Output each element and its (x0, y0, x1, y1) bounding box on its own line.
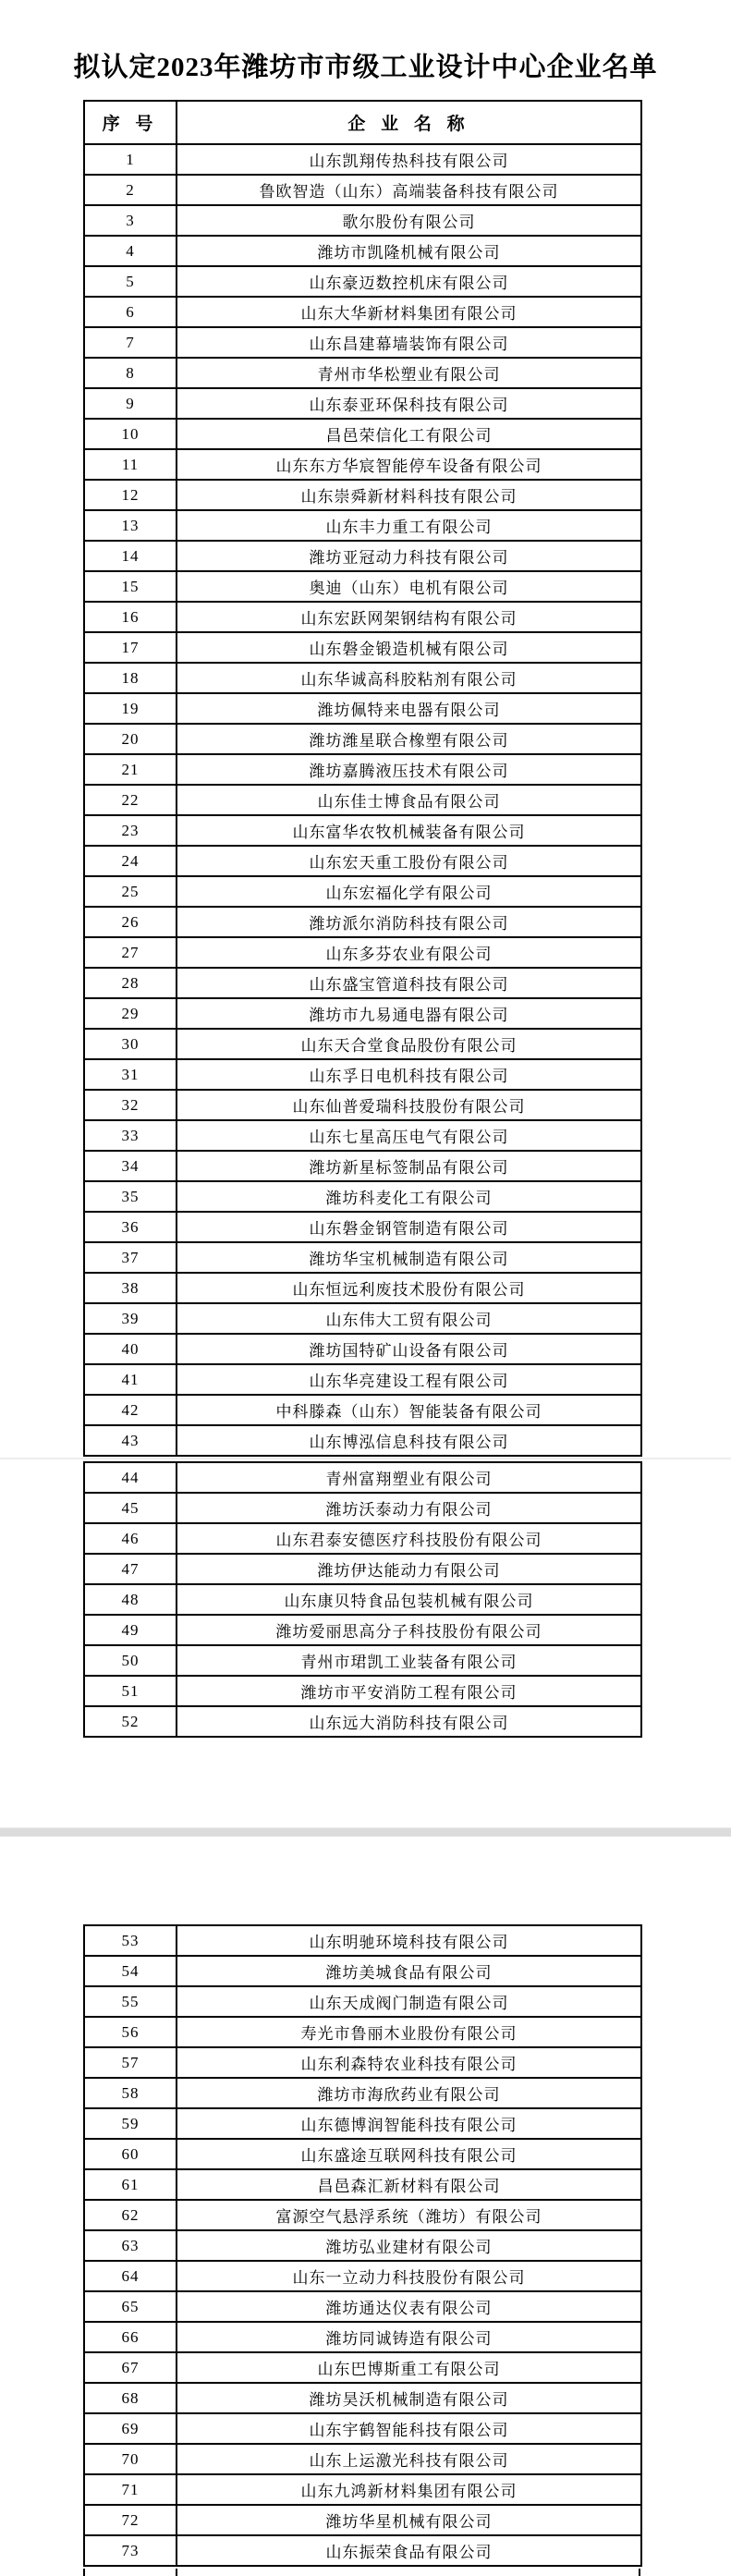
table-row (84, 175, 641, 205)
company-name-cell: 昌邑森汇新材料有限公司 (177, 2169, 641, 2200)
row-serial-number: 43 (84, 1425, 177, 1456)
row-serial-number: 12 (84, 480, 177, 510)
table-row (84, 1303, 641, 1334)
table-row (84, 1059, 641, 1090)
row-serial-number: 2 (84, 175, 177, 205)
table-row (84, 663, 641, 693)
table-row (84, 1334, 641, 1364)
row-serial-number: 47 (84, 1554, 177, 1584)
company-name-cell: 潍坊爱丽思高分子科技股份有限公司 (177, 1615, 641, 1645)
table-row (84, 1584, 641, 1615)
company-name-cell: 山东大华新材料集团有限公司 (177, 297, 641, 327)
table-row (84, 968, 641, 998)
table-row (84, 1676, 641, 1706)
company-name-cell: 潍坊新星标签制品有限公司 (177, 1151, 641, 1181)
table-row (84, 1956, 641, 1986)
company-name-cell: 山东泰亚环保科技有限公司 (177, 388, 641, 419)
table-row (84, 998, 641, 1029)
row-serial-number: 63 (84, 2230, 177, 2261)
row-serial-number: 20 (84, 724, 177, 754)
company-name-cell: 潍坊亚冠动力科技有限公司 (177, 541, 641, 571)
table-row (84, 2200, 641, 2230)
table-row (84, 2017, 641, 2047)
company-table-part1 (83, 100, 640, 1457)
company-name-cell: 潍坊市凯隆机械有限公司 (177, 236, 641, 266)
row-serial-number: 62 (84, 2200, 177, 2230)
table-row (84, 2230, 641, 2261)
company-name-cell: 山东盛途互联网科技有限公司 (177, 2139, 641, 2169)
table-row (84, 2108, 641, 2139)
row-serial-number: 10 (84, 419, 177, 449)
table-row (84, 1645, 641, 1676)
company-name-cell: 鲁欧智造（山东）高端装备科技有限公司 (177, 175, 641, 205)
table-row (84, 449, 641, 480)
company-table-part2 (83, 1461, 640, 1738)
company-name-cell: 潍坊沃泰动力有限公司 (177, 1493, 641, 1523)
row-serial-number: 55 (84, 1986, 177, 2017)
company-name-cell: 山东博泓信息科技有限公司 (177, 1425, 641, 1456)
table-row (84, 1242, 641, 1273)
row-serial-number: 50 (84, 1645, 177, 1676)
company-name-cell: 潍坊市平安消防工程有限公司 (177, 1676, 641, 1706)
table-row (84, 1181, 641, 1212)
table-row (84, 510, 641, 541)
row-serial-number: 60 (84, 2139, 177, 2169)
company-name-cell: 富源空气悬浮系统（潍坊）有限公司 (177, 2200, 641, 2230)
table-row (84, 1425, 641, 1456)
row-serial-number: 49 (84, 1615, 177, 1645)
row-serial-number: 3 (84, 205, 177, 236)
company-name-cell: 潍坊伊达能动力有限公司 (177, 1554, 641, 1584)
company-name-cell: 山东宏天重工股份有限公司 (177, 846, 641, 876)
row-serial-number: 48 (84, 1584, 177, 1615)
table-row (84, 1364, 641, 1395)
company-name-cell: 山东利森特农业科技有限公司 (177, 2047, 641, 2078)
company-name-cell: 山东宏福化学有限公司 (177, 876, 641, 907)
company-name-cell: 潍坊市海欣药业有限公司 (177, 2078, 641, 2108)
table-row (84, 1554, 641, 1584)
table-row (84, 205, 641, 236)
row-serial-number: 24 (84, 846, 177, 876)
company-name-cell: 山东孚日电机科技有限公司 (177, 1059, 641, 1090)
row-serial-number: 67 (84, 2352, 177, 2383)
company-name-cell: 潍坊弘业建材有限公司 (177, 2230, 641, 2261)
table-row (84, 1090, 641, 1120)
company-name-cell: 山东君泰安德医疗科技股份有限公司 (177, 1523, 641, 1554)
table-row (84, 2352, 641, 2383)
table-row (84, 419, 641, 449)
table-row (84, 358, 641, 388)
table-row (84, 2078, 641, 2108)
table-row (84, 297, 641, 327)
table-row (84, 907, 641, 937)
table-row (84, 266, 641, 297)
table-row (84, 541, 641, 571)
table-row (84, 846, 641, 876)
table-row (84, 2322, 641, 2352)
table-row (84, 1925, 641, 1956)
company-name-cell: 潍坊华星机械有限公司 (177, 2505, 641, 2535)
company-name-cell: 山东多芬农业有限公司 (177, 937, 641, 968)
row-serial-number: 30 (84, 1029, 177, 1059)
row-serial-number: 32 (84, 1090, 177, 1120)
company-name-cell: 潍坊同诚铸造有限公司 (177, 2322, 641, 2352)
row-serial-number: 17 (84, 632, 177, 663)
company-table (83, 100, 642, 1457)
row-serial-number: 71 (84, 2474, 177, 2505)
row-serial-number: 25 (84, 876, 177, 907)
stub-column-divider (176, 2569, 177, 2576)
row-serial-number: 7 (84, 327, 177, 358)
company-name-cell: 潍坊昊沃机械制造有限公司 (177, 2383, 641, 2413)
company-name-cell: 山东富华农牧机械装备有限公司 (177, 815, 641, 846)
table-row (84, 1120, 641, 1151)
table-row (84, 2535, 641, 2566)
table-row (84, 2474, 641, 2505)
company-name-cell: 中科滕森（山东）智能装备有限公司 (177, 1395, 641, 1425)
row-serial-number: 15 (84, 571, 177, 602)
row-serial-number: 18 (84, 663, 177, 693)
row-serial-number: 40 (84, 1334, 177, 1364)
page-title: 拟认定2023年潍坊市市级工业设计中心企业名单 (73, 53, 658, 82)
row-serial-number: 16 (84, 602, 177, 632)
row-serial-number: 46 (84, 1523, 177, 1554)
company-name-cell: 山东伟大工贸有限公司 (177, 1303, 641, 1334)
company-name-cell: 山东康贝特食品包装机械有限公司 (177, 1584, 641, 1615)
row-serial-number: 11 (84, 449, 177, 480)
row-serial-number: 73 (84, 2535, 177, 2566)
company-name-cell: 山东七星高压电气有限公司 (177, 1120, 641, 1151)
row-serial-number: 56 (84, 2017, 177, 2047)
table-row (84, 144, 641, 175)
table-row (84, 1029, 641, 1059)
company-name-cell: 潍坊佩特来电器有限公司 (177, 693, 641, 724)
row-serial-number: 31 (84, 1059, 177, 1090)
row-serial-number: 13 (84, 510, 177, 541)
table-row (84, 1395, 641, 1425)
row-serial-number: 26 (84, 907, 177, 937)
table-row (84, 327, 641, 358)
company-name-cell: 山东豪迈数控机床有限公司 (177, 266, 641, 297)
company-name-cell: 山东九鸿新材料集团有限公司 (177, 2474, 641, 2505)
table-row (84, 785, 641, 815)
header-company-name: 企 业 名 称 (177, 101, 641, 144)
row-serial-number: 39 (84, 1303, 177, 1334)
row-serial-number: 53 (84, 1925, 177, 1956)
company-name-cell: 青州富翔塑业有限公司 (177, 1462, 641, 1493)
row-serial-number: 29 (84, 998, 177, 1029)
company-name-cell: 山东磐金钢管制造有限公司 (177, 1212, 641, 1242)
company-name-cell: 山东佳士博食品有限公司 (177, 785, 641, 815)
company-name-cell: 山东远大消防科技有限公司 (177, 1706, 641, 1737)
row-serial-number: 6 (84, 297, 177, 327)
company-name-cell: 青州市珺凯工业装备有限公司 (177, 1645, 641, 1676)
row-serial-number: 51 (84, 1676, 177, 1706)
table-row (84, 2047, 641, 2078)
table-row (84, 754, 641, 785)
company-name-cell: 潍坊潍星联合橡塑有限公司 (177, 724, 641, 754)
row-serial-number: 5 (84, 266, 177, 297)
company-name-cell: 潍坊华宝机械制造有限公司 (177, 1242, 641, 1273)
table-row (84, 1493, 641, 1523)
row-serial-number: 52 (84, 1706, 177, 1737)
company-name-cell: 山东宏跃网架钢结构有限公司 (177, 602, 641, 632)
company-name-cell: 潍坊通达仪表有限公司 (177, 2291, 641, 2322)
table-row (84, 2261, 641, 2291)
table-row (84, 1706, 641, 1737)
table-row (84, 876, 641, 907)
row-serial-number: 4 (84, 236, 177, 266)
company-name-cell: 山东丰力重工有限公司 (177, 510, 641, 541)
table-row (84, 1615, 641, 1645)
row-serial-number: 54 (84, 1956, 177, 1986)
row-serial-number: 69 (84, 2413, 177, 2444)
company-name-cell: 潍坊国特矿山设备有限公司 (177, 1334, 641, 1364)
row-serial-number: 42 (84, 1395, 177, 1425)
company-name-cell: 山东宇鹤智能科技有限公司 (177, 2413, 641, 2444)
table-row (84, 693, 641, 724)
row-serial-number: 8 (84, 358, 177, 388)
row-serial-number: 36 (84, 1212, 177, 1242)
company-name-cell: 山东崇舜新材料科技有限公司 (177, 480, 641, 510)
company-name-cell: 山东磐金锻造机械有限公司 (177, 632, 641, 663)
company-name-cell: 山东德博润智能科技有限公司 (177, 2108, 641, 2139)
row-serial-number: 22 (84, 785, 177, 815)
table-row (84, 2291, 641, 2322)
company-name-cell: 潍坊派尔消防科技有限公司 (177, 907, 641, 937)
table-row (84, 1523, 641, 1554)
row-serial-number: 19 (84, 693, 177, 724)
company-name-cell: 潍坊市九易通电器有限公司 (177, 998, 641, 1029)
company-name-cell: 奥迪（山东）电机有限公司 (177, 571, 641, 602)
row-serial-number: 35 (84, 1181, 177, 1212)
table-row (84, 1462, 641, 1493)
company-name-cell: 寿光市鲁丽木业股份有限公司 (177, 2017, 641, 2047)
row-serial-number: 1 (84, 144, 177, 175)
company-name-cell: 山东盛宝管道科技有限公司 (177, 968, 641, 998)
row-serial-number: 9 (84, 388, 177, 419)
row-serial-number: 64 (84, 2261, 177, 2291)
table-row (84, 2505, 641, 2535)
company-name-cell: 潍坊美城食品有限公司 (177, 1956, 641, 1986)
company-name-cell: 青州市华松塑业有限公司 (177, 358, 641, 388)
row-serial-number: 33 (84, 1120, 177, 1151)
row-serial-number: 27 (84, 937, 177, 968)
company-name-cell: 山东天成阀门制造有限公司 (177, 1986, 641, 2017)
table-row (84, 2383, 641, 2413)
table-row (84, 937, 641, 968)
company-name-cell: 歌尔股份有限公司 (177, 205, 641, 236)
row-serial-number: 59 (84, 2108, 177, 2139)
row-serial-number: 72 (84, 2505, 177, 2535)
row-serial-number: 28 (84, 968, 177, 998)
row-serial-number: 44 (84, 1462, 177, 1493)
company-name-cell: 山东凯翔传热科技有限公司 (177, 144, 641, 175)
table-row (84, 2444, 641, 2474)
page-separator-band (0, 1827, 731, 1837)
row-serial-number: 34 (84, 1151, 177, 1181)
company-name-cell: 山东天合堂食品股份有限公司 (177, 1029, 641, 1059)
row-serial-number: 37 (84, 1242, 177, 1273)
company-name-cell: 昌邑荣信化工有限公司 (177, 419, 641, 449)
table-header-row (84, 101, 641, 144)
row-serial-number: 70 (84, 2444, 177, 2474)
row-serial-number: 45 (84, 1493, 177, 1523)
row-serial-number: 23 (84, 815, 177, 846)
table-row (84, 2139, 641, 2169)
table-row (84, 632, 641, 663)
table-row (84, 571, 641, 602)
row-serial-number: 41 (84, 1364, 177, 1395)
row-serial-number: 57 (84, 2047, 177, 2078)
table-row (84, 388, 641, 419)
table-row (84, 236, 641, 266)
table-row (84, 1212, 641, 1242)
table-row (84, 2413, 641, 2444)
row-serial-number: 58 (84, 2078, 177, 2108)
company-name-cell: 山东巴博斯重工有限公司 (177, 2352, 641, 2383)
table-row (84, 1986, 641, 2017)
header-serial-number: 序 号 (84, 101, 177, 144)
row-serial-number: 61 (84, 2169, 177, 2200)
row-serial-number: 38 (84, 1273, 177, 1303)
company-name-cell: 山东一立动力科技股份有限公司 (177, 2261, 641, 2291)
table-row (84, 815, 641, 846)
table-row (84, 1151, 641, 1181)
row-serial-number: 14 (84, 541, 177, 571)
company-name-cell: 山东昌建幕墙装饰有限公司 (177, 327, 641, 358)
company-name-cell: 山东振荣食品有限公司 (177, 2535, 641, 2566)
company-name-cell: 山东东方华宸智能停车设备有限公司 (177, 449, 641, 480)
company-name-cell: 山东明驰环境科技有限公司 (177, 1925, 641, 1956)
table-row (84, 724, 641, 754)
company-name-cell: 潍坊科麦化工有限公司 (177, 1181, 641, 1212)
company-name-cell: 山东恒远利废技术股份有限公司 (177, 1273, 641, 1303)
table-continuation-stub (83, 2569, 640, 2576)
company-name-cell: 潍坊嘉腾液压技术有限公司 (177, 754, 641, 785)
company-table-part3 (83, 1924, 640, 2567)
row-serial-number: 21 (84, 754, 177, 785)
table-row (84, 602, 641, 632)
table-row (84, 2169, 641, 2200)
company-name-cell: 山东华亮建设工程有限公司 (177, 1364, 641, 1395)
table-row (84, 1273, 641, 1303)
table-row (84, 480, 641, 510)
row-serial-number: 65 (84, 2291, 177, 2322)
row-serial-number: 66 (84, 2322, 177, 2352)
company-name-cell: 山东华诚高科胶粘剂有限公司 (177, 663, 641, 693)
company-name-cell: 山东仙普爱瑞科技股份有限公司 (177, 1090, 641, 1120)
page-break-line (0, 1458, 731, 1459)
row-serial-number: 68 (84, 2383, 177, 2413)
company-name-cell: 山东上运激光科技有限公司 (177, 2444, 641, 2474)
